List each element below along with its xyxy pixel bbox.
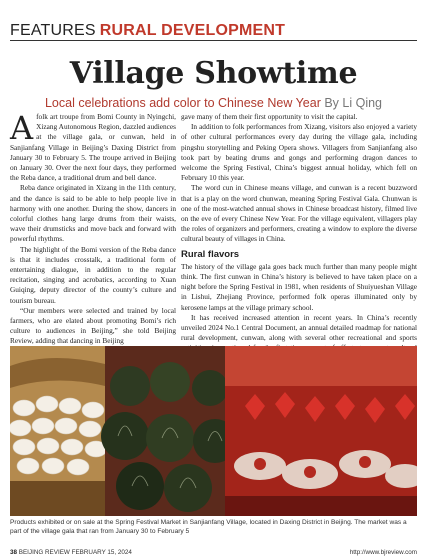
footer-left bbox=[10, 549, 132, 556]
article-title: Village Showtime bbox=[69, 56, 358, 91]
paragraph: The highlight of the Bomi version of the Reba dance is that it includes crosstalk, a traditional form of entertaining dialogue, in addition to the regular recitation, singing and acrobatics, according to Xuan Guiqing, deputy director of the county’s culture and tourism bureau. bbox=[10, 244, 176, 305]
paragraph: The word cun in Chinese means village, and cunwan is a recent buzzword that is a play on the word chunwan, meaning Spring Festival Gala. Chunwan is one of the most-watched annual shows in Chinese broadcast history, filmed live on the eve of every Chinese New Year. For the village equivalent, villagers play the roles of organizers and performers, creating a window to explore the diverse cultural beauty of villages in China. bbox=[181, 183, 417, 244]
article-subtitle bbox=[0, 96, 427, 110]
paragraph: In addition to folk performances from Xizang, visitors also enjoyed a variety of other cultural performances every day during the village gala, including pingshu storytelling and Peking Opera shows. Villagers from Sanjianfang also took part by beating drums and gongs and performing dragon dances to welcome the Spring Festival, China’s biggest annual holiday, which fell on February 10 this year. bbox=[181, 122, 417, 183]
photo-caption: Products exhibited or on sale at the Spring Festival Market in Sanjianfang Village, located in Daxing District in Beijing. The market was a part of the village gala that ran from January 30 to February 5 bbox=[10, 519, 407, 535]
continuation-paragraph: gave many of them their first opportunity to visit the capital. bbox=[181, 112, 358, 121]
section-heading: Rural flavors bbox=[181, 248, 240, 260]
market-photo bbox=[10, 346, 417, 516]
column-2 bbox=[181, 112, 417, 364]
paragraph: “Our members were selected and trained by local farmers, who are elated about promoting Bomi’s rich culture to audiences in Beijing,” she told Beijing Review, adding that dancing in Beijing bbox=[10, 305, 176, 346]
page-number: 38 bbox=[10, 549, 18, 556]
lead-text: folk art troupe from Bomi County in Nyingchi, Xizang Autonomous Region, dazzled audiences at the village gala, or cunwan, held in Sanjianfang Village in Beijing’s Daxing District from January 30 to February 5. The troupe arrived in Beijing on January 30. Over the next four days, they performed the Reba dance, a traditional drum and bell dance. bbox=[10, 112, 176, 183]
subtitle-text: Local celebrations add color to Chinese New Year bbox=[44, 96, 321, 110]
subsection-label: RURAL DEVELOPMENT bbox=[99, 22, 286, 39]
section-header bbox=[10, 22, 285, 40]
paragraph: Reba dance originated in Xizang in the 11th century, and the dance is said to be able to help people live in harmony with one another. During the show, dancers in colorful clothes hang large drums from their waists, wave their drumsticks and move back and forward with powerful rhythms. bbox=[10, 183, 176, 244]
footer-url: http://www.bjreview.com bbox=[349, 549, 417, 556]
publication-name: BEIJING REVIEW FEBRUARY 15, 2024 bbox=[18, 549, 132, 556]
paragraph: The history of the village gala goes back much further than many people might think. The first cunwan in China’s history is believed to have taken place on a night before the Spring Festival in 1981, when residents of Shuiyueshan Village in Lishui, Zhejiang Province, performed folk operas illuminated only by kerosene lamps at the village primary school. bbox=[181, 261, 417, 312]
column-1 bbox=[10, 109, 176, 347]
paragraph: It has received increased attention in recent years. In China’s recently unveiled 2024 No.1 Central Document, an annual detailed roadmap for national rural development, cunwan, along with several other recreational and sports bbox=[181, 312, 417, 343]
header-rule bbox=[10, 40, 417, 41]
section-label: FEATURES bbox=[10, 22, 96, 39]
byline: By Li Qing bbox=[324, 96, 383, 110]
drop-cap: A bbox=[10, 109, 34, 147]
lead-paragraph bbox=[10, 109, 176, 183]
market-photo-illustration bbox=[10, 346, 417, 516]
